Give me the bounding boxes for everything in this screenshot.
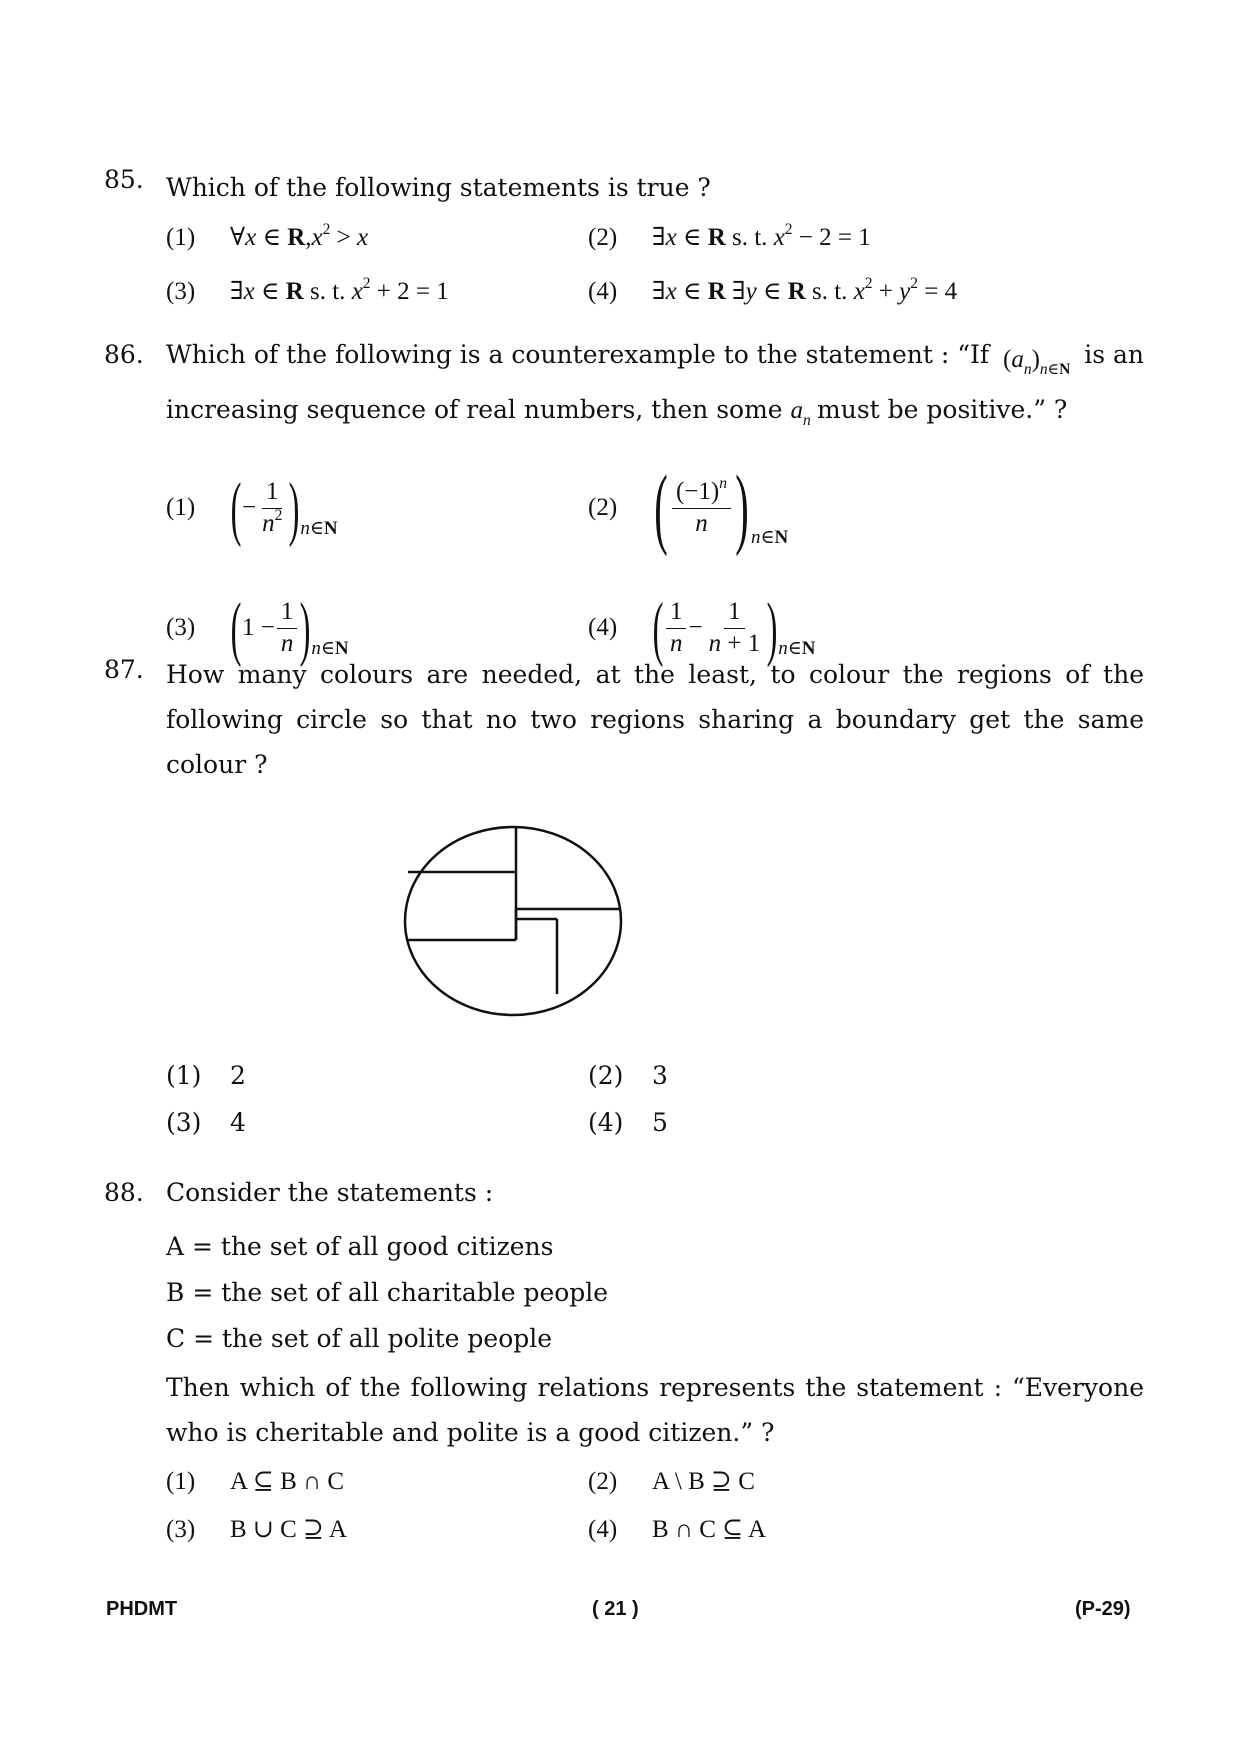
q86-option-3[interactable]: (3) ( 1 − $\frac{1}{n}$ ) n∈N [166, 588, 349, 668]
q88-option-1[interactable]: (1) A ⊆ B ∩ C [166, 1468, 345, 1495]
an-term: $a_n$ [790, 397, 811, 429]
q88-option-2[interactable]: (2) A \ B ⊇ C [588, 1468, 755, 1495]
q87-option-1[interactable]: (1) 2 [166, 1061, 246, 1090]
definition-c: C = the set of all polite people [166, 1324, 553, 1353]
definition-b: B = the set of all charitable people [166, 1278, 609, 1307]
q85-option-2[interactable]: (2) ∃x ∈ R s. t. $x^2 - 2 = 1$ [588, 221, 871, 251]
circle-regions-diagram [395, 820, 635, 1020]
question-text: How many colours are needed, at the least, to colour the regions of the following circle so that no two regions sharing a boundary get the same colour ? [166, 660, 1144, 779]
question-86-line-2: increasing sequence of real numbers, then some $a_n$ must be positive.” ? [166, 395, 1068, 429]
q88-option-3[interactable]: (3) B ∪ C ⊇ A [166, 1516, 347, 1543]
footer-code: PHDMT [106, 1598, 178, 1620]
question-text: Which of the following is a counterexample to the statement : “If [166, 340, 990, 369]
question-text: Consider the statements : [166, 1178, 494, 1207]
page-number: ( 21 ) [592, 1598, 639, 1620]
question-number: 86. [104, 340, 144, 369]
q86-option-2[interactable]: (2) ( $\frac{(-1)^n}{n}$ ) n∈N [588, 458, 789, 557]
q85-option-1[interactable]: (1) ∀x ∈ $R,x^2 > x$ [166, 221, 369, 251]
q87-option-3[interactable]: (3) 4 [166, 1108, 246, 1137]
q88-option-4[interactable]: (4) B ∩ C ⊆ A [588, 1516, 767, 1543]
question-88-prompt: Then which of the following relations represents the statement : “Everyone who is cheritable and polite is a good citizen.” ? [166, 1373, 1144, 1447]
q85-option-3[interactable]: (3) ∃x ∈ R s. t. $x^2 + 2 = 1$ [166, 275, 449, 305]
q85-option-4[interactable]: (4) ∃x ∈ R ∃y ∈ R s. t. $x^2 + y^2 = 4$ [588, 275, 958, 305]
circle-outline [405, 827, 621, 1015]
question-86-line-1: Which of the following is a counterexample to the statement : “If $(a_n)_{n\in N}$ is an [166, 340, 1144, 378]
q86-option-4[interactable]: (4) ( $\frac{1}{n}$ − $\frac{1}{n + 1}$ ) n∈N [588, 588, 816, 668]
question-number: 87. [104, 655, 144, 684]
footer-paper-code: (P-29) [1075, 1598, 1131, 1620]
definition-a: A = the set of all good citizens [166, 1232, 554, 1261]
q86-option-1[interactable]: (1) ( − $\frac{1}{n^2}$ ) n∈N [166, 468, 338, 548]
question-text: Which of the following statements is true ? [166, 173, 711, 202]
question-number: 88. [104, 1178, 144, 1207]
q87-option-4[interactable]: (4) 5 [588, 1108, 668, 1137]
q87-option-2[interactable]: (2) 3 [588, 1061, 668, 1090]
question-number: 85. [104, 165, 144, 194]
sequence-notation: $(a_n)_{n\in N}$ [1003, 346, 1071, 378]
